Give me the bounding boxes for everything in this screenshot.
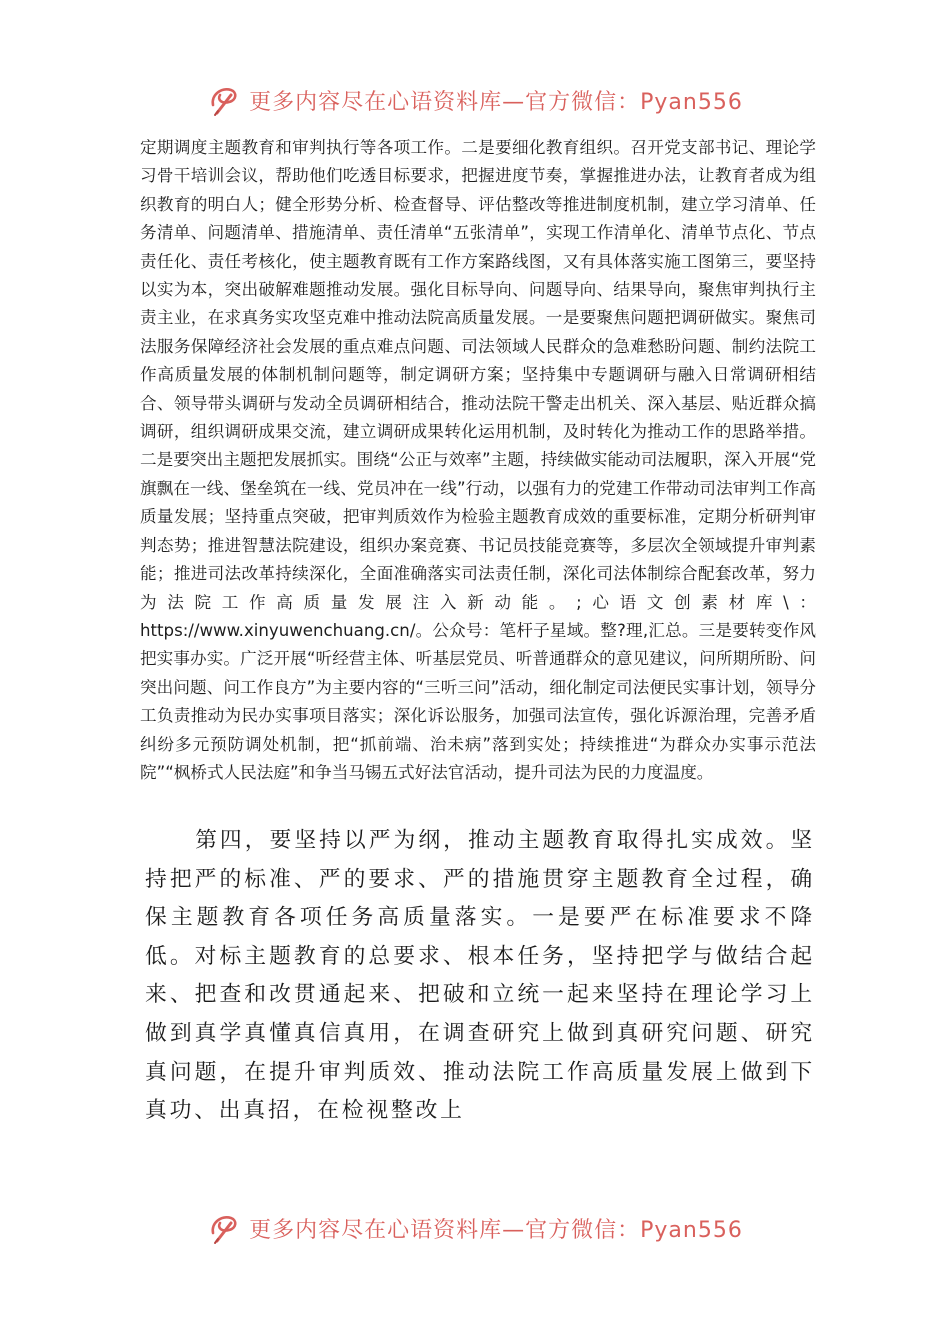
footer-banner-text: 更多内容尽在心语资料库—官方微信：Pyan556 — [249, 1217, 743, 1243]
paragraph-small: 定期调度主题教育和审判执行等各项工作。二是要细化教育组织。召开党支部书记、理论学习骨干培训会议，帮助他们吃透目标要求，把握进度节奏，掌握推进办法，让教育者成为组织教育的明白人；健全形势分析、检查督导、评估整改等推进制度机制，建立学习清单、任务清单、问题清单、措施清单、责任清单“五张清单”，实现工作清单化、清单节点化、节点责任化、责任考核化，使主题教育既有工作方案路线图，又有具体落实施工图第三，要坚持以实为本，突出破解难题推动发展。强化目标导向、问题导向、结果导向，聚焦审判执行主责主业，在求真务实攻坚克难中推动法院高质量发展。一是要聚焦问题把调研做实。聚焦司法服务保障经济社会发展的重点难点问题、司法领域人民群众的急难愁盼问题、制约法院工作高质量发展的体制机制问题等，制定调研方案；坚持集中专题调研与融入日常调研相结合、领导带头调研与发动全员调研相结合，推动法院干警走出机关、深入基层、贴近群众搞调研，组织调研成果交流，建立调研成果转化运用机制，及时转化为推动工作的思路举措。二是要突出主题把发展抓实。围绕“公正与效率”主题，持续做实能动司法履职，深入开展“党旗飘在一线、堡垒筑在一线、党员冲在一线”行动，以强有力的党建工作带动司法审判工作高质量发展；坚持重点突破，把审判质效作为检验主题教育成效的重要标准，定期分析研判审判态势；推进智慧法院建设，组织办案竞赛、书记员技能竞赛等，多层次全领域提升审判素能；推进司法改革持续深化，全面准确落实司法责任制，深化司法体制综合配套改革，努力为法院工作高质量发展注入新动能。;心语文创素材库\：https://www.xinyuwenchuang.cn/。公众号：笔杆子星域。整?理,汇总。三是要转变作风把实事办实。广泛开展“听经营主体、听基层党员、听普通群众的意见建议，问所期所盼、问突出问题、问工作良方”为主要内容的“三听三问”活动，细化制定司法便民实事计划，领导分工负责推动为民办实事项目落实；深化诉讼服务，加强司法宣传，强化诉源治理，完善矛盾纠纷多元预防调处机制，把“抓前端、治未病”落到实处；持续推进“为群众办实事示范法院”“枫桥式人民法庭”和争当马锡五式好法官活动，提升司法为民的力度温度。 — [140, 138, 816, 782]
body-text-large — [145, 822, 815, 1131]
header-banner-text: 更多内容尽在心语资料库—官方微信：Pyan556 — [249, 89, 743, 115]
footer-banner — [0, 1206, 950, 1250]
pen-swirl-logo-icon — [207, 1211, 241, 1245]
paragraph-large: 第四，要坚持以严为纲，推动主题教育取得扎实成效。坚持把严的标准、严的要求、严的措施贯穿主题教育全过程，确保主题教育各项任务高质量落实。一是要严在标准要求不降低。对标主题教育的总要求、根本任务，坚持把学与做结合起来、把查和改贯通起来、把破和立统一起来坚持在理论学习上做到真学真懂真信真用，在调查研究上做到真研究问题、研究真问题，在提升审判质效、推动法院工作高质量发展上做到下真功、出真招，在检视整改上 — [145, 828, 815, 1124]
pen-swirl-logo-icon — [207, 83, 241, 117]
header-banner — [0, 78, 950, 122]
body-text-small — [140, 134, 816, 787]
